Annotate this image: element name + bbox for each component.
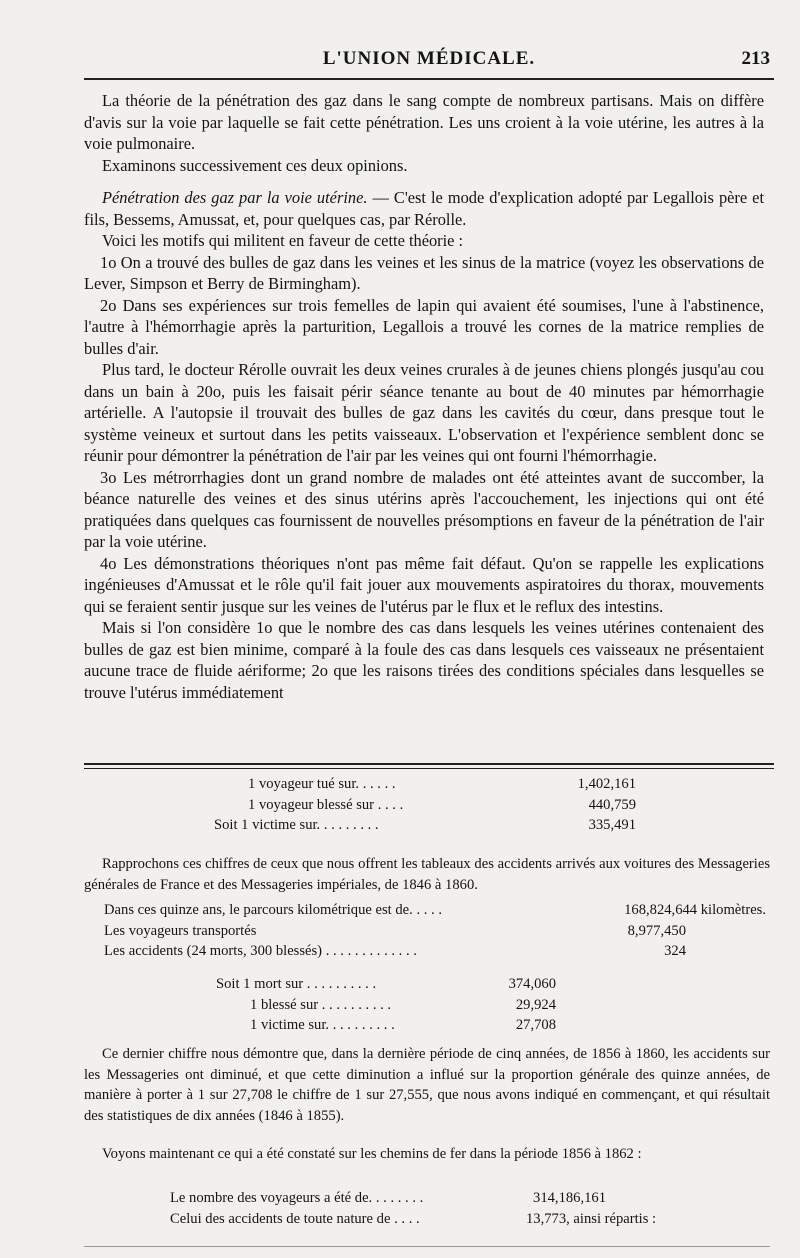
stat-row <box>84 815 770 836</box>
paragraph: Voyons maintenant ce qui a été constaté sur les chemins de fer dans la période 1856 à 1862 : <box>102 1146 642 1162</box>
stat-value: 8,977,450 <box>627 922 686 939</box>
stat-value: 314,186,161 <box>533 1190 606 1206</box>
header-rule <box>84 78 774 80</box>
list-item: 2o Dans ses expériences sur trois femelles de lapin qui avaient été soumises, l'une à l'abstinence, l'autre à l'hémorrhagie après la parturition, Legallois a trouvé les cornes de la matrice remplies de bulles d'air. <box>84 295 764 358</box>
stats-block-3 <box>84 974 770 1036</box>
stat-row <box>84 774 770 795</box>
stat-value: 168,824,644 kilomètres. <box>624 902 766 918</box>
page-number: 213 <box>741 48 770 69</box>
stat-value: 29,924 <box>515 996 556 1013</box>
stat-label: 1 victime sur. . . . . . . . . . <box>250 1017 395 1033</box>
list-item: 3o Les métrorrhagies dont un grand nombre de malades ont été atteintes avant de succomber, la béance naturelle des veines et des sinus utérins après l'accouchement, les injections qui ont été pratiquées dans quelques cas fournissent de nouvelles présomptions en faveur de la pénétration de l'air par la voie utérine. <box>84 467 764 551</box>
stat-label: Le nombre des voyageurs a été de. . . . . . . . <box>170 1190 424 1206</box>
stat-label: Soit 1 mort sur . . . . . . . . . . <box>216 976 377 992</box>
stat-row <box>84 941 770 962</box>
paragraph-voyons <box>84 1144 770 1165</box>
journal-title: L'UNION MÉDICALE. <box>322 48 536 69</box>
stat-label: 1 voyageur blessé sur . . . . <box>248 796 404 813</box>
paragraph: Mais si l'on considère 1o que le nombre des cas dans lesquels les veines utérines contenaient des bulles de gaz est bien minime, comparé à la foule des cas dans lesquels ces vaisseaux ne présentaient aucune trace de fluide aériforme; 2o que les raisons tirées des conditions spéciales dans lesquelles se trouve l'utérus immédiatement <box>84 618 764 702</box>
paragraph-text: — C'est le mode d'explication adopté par Legallois père et fils, Bessems, Amussat, et, pour quelques cas, par Rérolle. <box>84 188 764 229</box>
section-heading: Pénétration des gaz par la voie utérine. <box>102 188 368 207</box>
stat-row <box>84 1209 770 1230</box>
stat-label: Les voyageurs transportés <box>104 922 257 939</box>
paragraph-penetration <box>84 187 764 230</box>
stat-row <box>84 1188 770 1209</box>
footer-rule <box>84 1246 770 1247</box>
stat-label: Dans ces quinze ans, le parcours kilométrique est de. . . . . <box>104 902 442 918</box>
stat-label: Les accidents (24 morts, 300 blessés) . . . . . . . . . . . . . <box>104 943 417 959</box>
stats-block-4 <box>84 1188 770 1229</box>
stat-value: 1,402,161 <box>577 776 636 792</box>
stat-value: 335,491 <box>588 817 636 833</box>
stats-block-2 <box>84 900 770 962</box>
section-rule <box>84 763 774 769</box>
stat-row <box>84 1015 770 1036</box>
stat-value: 27,708 <box>515 1017 556 1033</box>
stat-label: Soit 1 victime sur. . . . . . . . . <box>214 817 379 833</box>
paragraph-rapprochons <box>84 854 770 895</box>
paragraph: La théorie de la pénétration des gaz dans le sang compte de nombreux partisans. Mais on diffère d'avis sur la voie par laquelle se fait cette pénétration. Les uns croient à la voie utérine, les autres à la voie pulmonaire. <box>84 91 764 153</box>
paragraph: Ce dernier chiffre nous démontre que, dans la dernière période de cinq années, de 1856 à 1860, les accidents sur les Messageries ont diminué, et que cette diminution a influé sur la proportion générale des quinze années, de manière à porter à 1 sur 27,708 le chiffre de 1 sur 27,555, que nous avons indiqué en commençant, et qui résultait des statistiques de dix années (1846 à 1855). <box>84 1046 770 1124</box>
paragraph: Examinons successivement ces deux opinions. <box>102 155 408 175</box>
stats-block-1 <box>84 774 770 836</box>
stat-row <box>84 995 770 1016</box>
stat-row <box>84 795 770 816</box>
stat-label: 1 blessé sur . . . . . . . . . . <box>250 996 392 1013</box>
main-text <box>84 90 764 703</box>
stat-row <box>84 974 770 995</box>
stat-value: 13,773, ainsi répartis : <box>526 1210 657 1227</box>
stat-value: 374,060 <box>508 976 556 992</box>
stat-row <box>84 921 770 942</box>
stat-value: 440,759 <box>588 796 636 813</box>
list-item: 4o Les démonstrations théoriques n'ont pas même fait défaut. Qu'on se rappelle les explications ingénieuses d'Amussat et le rôle qu'il fait jouer aux mouvements aspiratoires du thorax, mouvements qui se feraient sentir jusque sur les veines de l'utérus par le flux et le reflux des intestins. <box>84 553 764 616</box>
stat-label: Celui des accidents de toute nature de . . . . <box>170 1210 420 1227</box>
paragraph: Plus tard, le docteur Rérolle ouvrait les deux veines crurales à de jeunes chiens plongés jusqu'au cou dans un bain à 20o, puis les faisait périr séance tenante au bout de 40 minutes par hémorrhagie artérielle. A l'autopsie il trouvait des bulles de gaz dans les cavités du cœur, dans presque tout le système veineux et surtout dans les petits vaisseaux. L'observation et l'expérience semblent donc se réunir pour démontrer la pénétration de l'air par les veines qui ont fourni l'hémorrhagie. <box>84 360 764 465</box>
paragraph: Rapprochons ces chiffres de ceux que nous offrent les tableaux des accidents arrivés aux voitures des Messageries générales de France et des Messageries impériales, de 1846 à 1860. <box>84 856 770 893</box>
stat-label: 1 voyageur tué sur. . . . . . <box>248 776 396 792</box>
paragraph-dernier <box>84 1044 770 1126</box>
stat-value: 324 <box>664 943 686 959</box>
running-header <box>84 44 774 74</box>
paragraph: Voici les motifs qui militent en faveur de cette théorie : <box>102 231 464 250</box>
stat-row <box>84 900 770 921</box>
list-item: 1o On a trouvé des bulles de gaz dans les veines et les sinus de la matrice (voyez les observations de Lever, Simpson et Berry de Birmingham). <box>84 252 764 293</box>
